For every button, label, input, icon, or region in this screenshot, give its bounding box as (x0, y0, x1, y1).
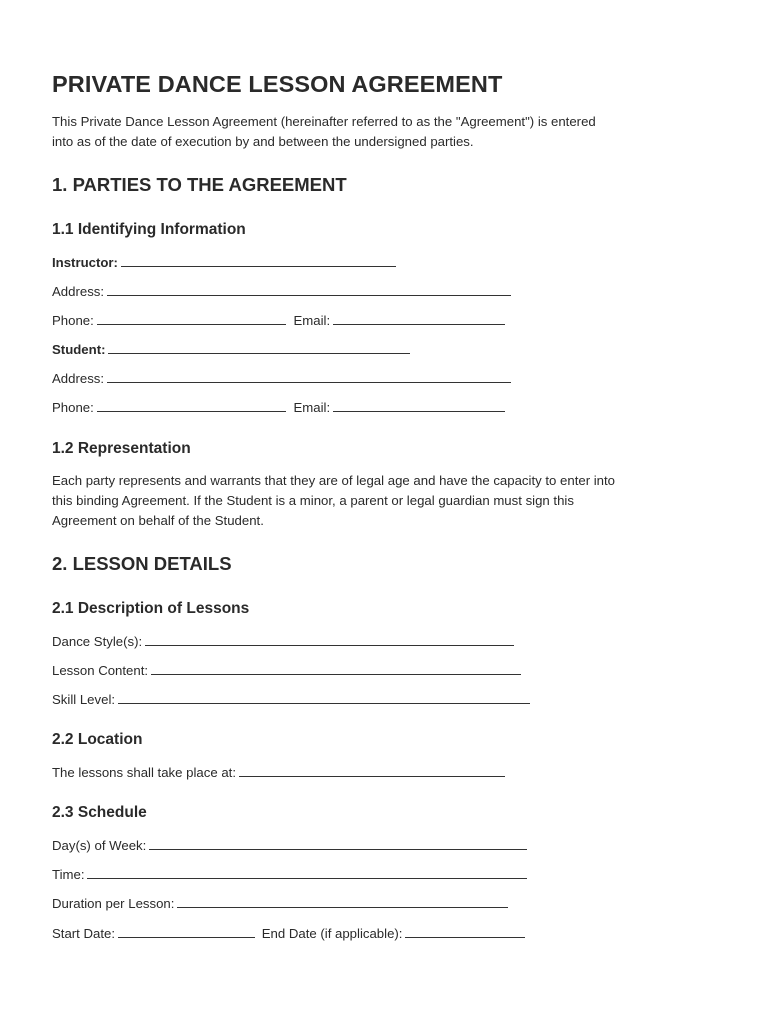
instructor-address-label: Address: (52, 284, 105, 299)
intro-line-1: This Private Dance Lesson Agreement (hereinafter referred to as the "Agreement") is entered (52, 114, 596, 129)
instructor-field-row (52, 254, 396, 270)
skill-level-label: Skill Level: (52, 692, 116, 707)
section-2-1-heading: 2.1 Description of Lessons (52, 600, 250, 617)
section-2-heading: 2. LESSON DETAILS (52, 553, 232, 574)
instructor-label: Instructor: (52, 255, 118, 270)
skill-level-row (52, 691, 530, 707)
time-label: Time: (52, 867, 85, 882)
section-1-2-heading: 1.2 Representation (52, 440, 191, 457)
time-blank[interactable] (87, 866, 527, 879)
lesson-content-blank[interactable] (151, 662, 521, 675)
start-date-label: Start Date: (52, 926, 116, 941)
dates-row (52, 925, 525, 941)
intro-line-2: into as of the date of execution by and between the undersigned parties. (52, 134, 474, 149)
student-address-row (52, 370, 511, 386)
representation-line-1: Each party represents and warrants that they are of legal age and have the capacity to enter into (52, 473, 616, 488)
document-title: PRIVATE DANCE LESSON AGREEMENT (52, 71, 503, 97)
student-contact-row (52, 399, 505, 415)
location-row (52, 764, 505, 780)
instructor-address-row (52, 283, 511, 299)
location-label: The lessons shall take place at: (52, 765, 236, 780)
student-phone-blank[interactable] (97, 399, 286, 412)
student-email-label: Email: (293, 400, 331, 415)
end-date-blank[interactable] (405, 925, 525, 938)
lesson-content-row (52, 662, 521, 678)
skill-level-blank[interactable] (118, 691, 530, 704)
student-name-blank[interactable] (108, 341, 410, 354)
days-of-week-row (52, 837, 527, 853)
student-label: Student: (52, 342, 106, 357)
intro-paragraph (52, 112, 722, 152)
instructor-phone-label: Phone: (52, 313, 94, 328)
start-date-blank[interactable] (118, 925, 255, 938)
end-date-label: End Date (if applicable): (261, 926, 403, 941)
section-1-1-heading: 1.1 Identifying Information (52, 221, 246, 238)
location-blank[interactable] (239, 764, 505, 777)
dance-styles-blank[interactable] (145, 633, 514, 646)
instructor-email-label: Email: (293, 313, 331, 328)
student-email-blank[interactable] (333, 399, 505, 412)
representation-line-2: this binding Agreement. If the Student is a minor, a parent or legal guardian must sign this (52, 493, 574, 508)
student-address-label: Address: (52, 371, 105, 386)
duration-row (52, 895, 508, 911)
instructor-address-blank[interactable] (107, 283, 511, 296)
lesson-content-label: Lesson Content: (52, 663, 149, 678)
section-1-heading: 1. PARTIES TO THE AGREEMENT (52, 174, 347, 195)
student-address-blank[interactable] (107, 370, 511, 383)
representation-paragraph (52, 471, 722, 531)
time-row (52, 866, 527, 882)
instructor-name-blank[interactable] (121, 254, 396, 267)
instructor-contact-row (52, 312, 505, 328)
dance-styles-label: Dance Style(s): (52, 634, 143, 649)
dance-styles-row (52, 633, 514, 649)
duration-label: Duration per Lesson: (52, 896, 175, 911)
duration-blank[interactable] (177, 895, 508, 908)
representation-line-3: Agreement on behalf of the Student. (52, 513, 264, 528)
student-phone-label: Phone: (52, 400, 94, 415)
instructor-phone-blank[interactable] (97, 312, 286, 325)
instructor-email-blank[interactable] (333, 312, 505, 325)
days-of-week-blank[interactable] (149, 837, 527, 850)
days-of-week-label: Day(s) of Week: (52, 838, 147, 853)
section-2-2-heading: 2.2 Location (52, 731, 143, 748)
section-2-3-heading: 2.3 Schedule (52, 804, 147, 821)
student-field-row (52, 341, 410, 357)
